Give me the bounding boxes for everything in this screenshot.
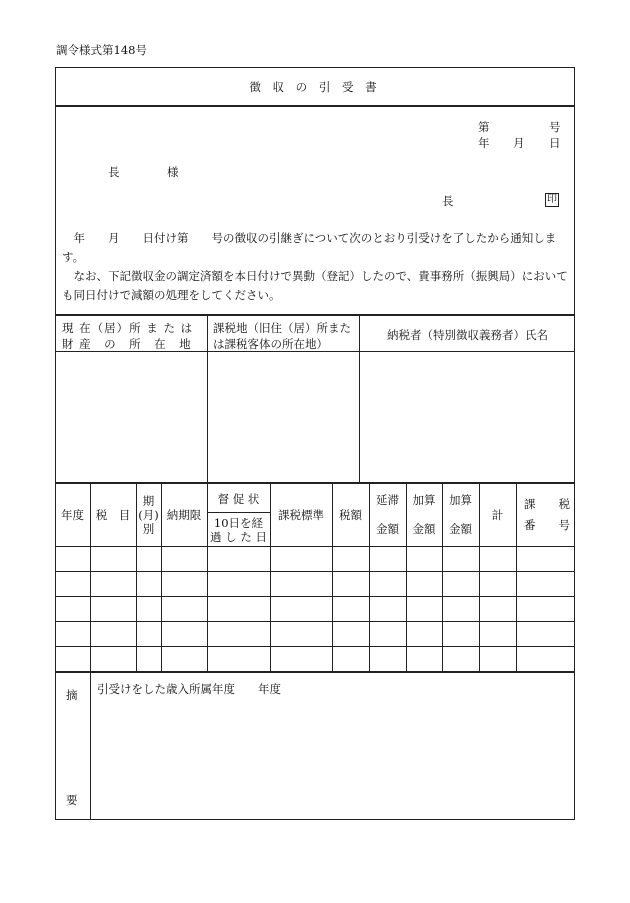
col-entai-1: 延滞 xyxy=(376,493,399,507)
table-col-line xyxy=(369,483,370,672)
col-kasan2-1: 加算 xyxy=(449,493,472,507)
col-kazei-2: 番 号 xyxy=(524,518,570,532)
info-col-line-2 xyxy=(359,315,360,483)
seal-mark: 印 xyxy=(547,194,557,205)
date-day: 日 xyxy=(549,136,561,150)
table-row xyxy=(55,596,575,597)
table-col-line xyxy=(442,483,443,672)
col-nendo: 年度 xyxy=(61,508,84,522)
col-nouki: 納期限 xyxy=(166,508,202,522)
addressee-honorific: 様 xyxy=(167,165,179,179)
tokusoku-sub-divider xyxy=(207,512,270,513)
table-row xyxy=(55,571,575,572)
table-row xyxy=(55,646,575,647)
info-header-taxpayer: 納税者（特別徴収義務者）氏名 xyxy=(387,328,548,342)
col-ki-1: 期 xyxy=(142,494,155,508)
col-tokusoku-sub-1: 10日を経 xyxy=(213,516,264,530)
col-hyojun: 課税標準 xyxy=(278,508,324,522)
table-bottom-divider xyxy=(55,671,575,673)
table-col-line xyxy=(406,483,407,672)
body-paragraph-2: なお、下記徴収金の調定済額を本日付けで異動（登記）したので、貴事務所（振興局）においても同日付けで減額の処理をしてください。 xyxy=(62,269,568,302)
date-year: 年 xyxy=(478,136,490,150)
col-kazei-1: 課 税 xyxy=(524,497,570,511)
summary-label-top: 摘 xyxy=(66,688,78,702)
date-month: 月 xyxy=(513,136,525,150)
summary-text: 引受けをした歳入所属年度 年度 xyxy=(97,682,281,696)
body-paragraph-1: 年 月 日付け第 号の徴収の引継ぎについて次のとおり引受けを了したから通知します。 xyxy=(62,231,557,264)
col-tokusoku-sub-2: 過 し た 日 xyxy=(210,530,267,544)
header-divider xyxy=(55,314,575,316)
table-header-divider xyxy=(55,546,575,547)
table-col-line xyxy=(516,483,517,672)
summary-label-bottom: 要 xyxy=(66,793,78,807)
info-header-divider xyxy=(55,351,575,352)
number-suffix: 号 xyxy=(549,120,561,134)
col-ki-3: 別 xyxy=(142,522,155,536)
col-tokusoku: 督 促 状 xyxy=(217,492,260,506)
col-kei: 計 xyxy=(491,508,504,522)
number-prefix: 第 xyxy=(478,120,490,134)
form-number: 調令様式第148号 xyxy=(56,43,147,57)
col-ki-2: (月) xyxy=(138,508,159,522)
summary-col-line xyxy=(90,673,91,820)
col-kasan2-2: 金額 xyxy=(449,522,472,536)
title-divider xyxy=(55,105,575,107)
info-header-tax-place: 課税地（旧住（居）所または課税客体の所在地） xyxy=(213,321,351,351)
col-entai-2: 金額 xyxy=(376,522,399,536)
sender-title: 長 xyxy=(442,194,454,208)
info-header-location: 現 在（居）所 ま た は 財 産 の 所 在 地 xyxy=(62,321,194,351)
col-kasan1-2: 金額 xyxy=(412,522,436,536)
col-zeigaku: 税額 xyxy=(339,508,362,522)
col-kasan1-1: 加算 xyxy=(412,493,436,507)
form-title: 徴 収 の 引 受 書 xyxy=(249,80,381,94)
col-zeimoku: 税 目 xyxy=(95,508,131,522)
info-col-line-1 xyxy=(207,315,208,483)
table-row xyxy=(55,621,575,622)
form-frame xyxy=(55,67,575,820)
info-divider xyxy=(55,482,575,484)
addressee-title: 長 xyxy=(108,165,120,179)
